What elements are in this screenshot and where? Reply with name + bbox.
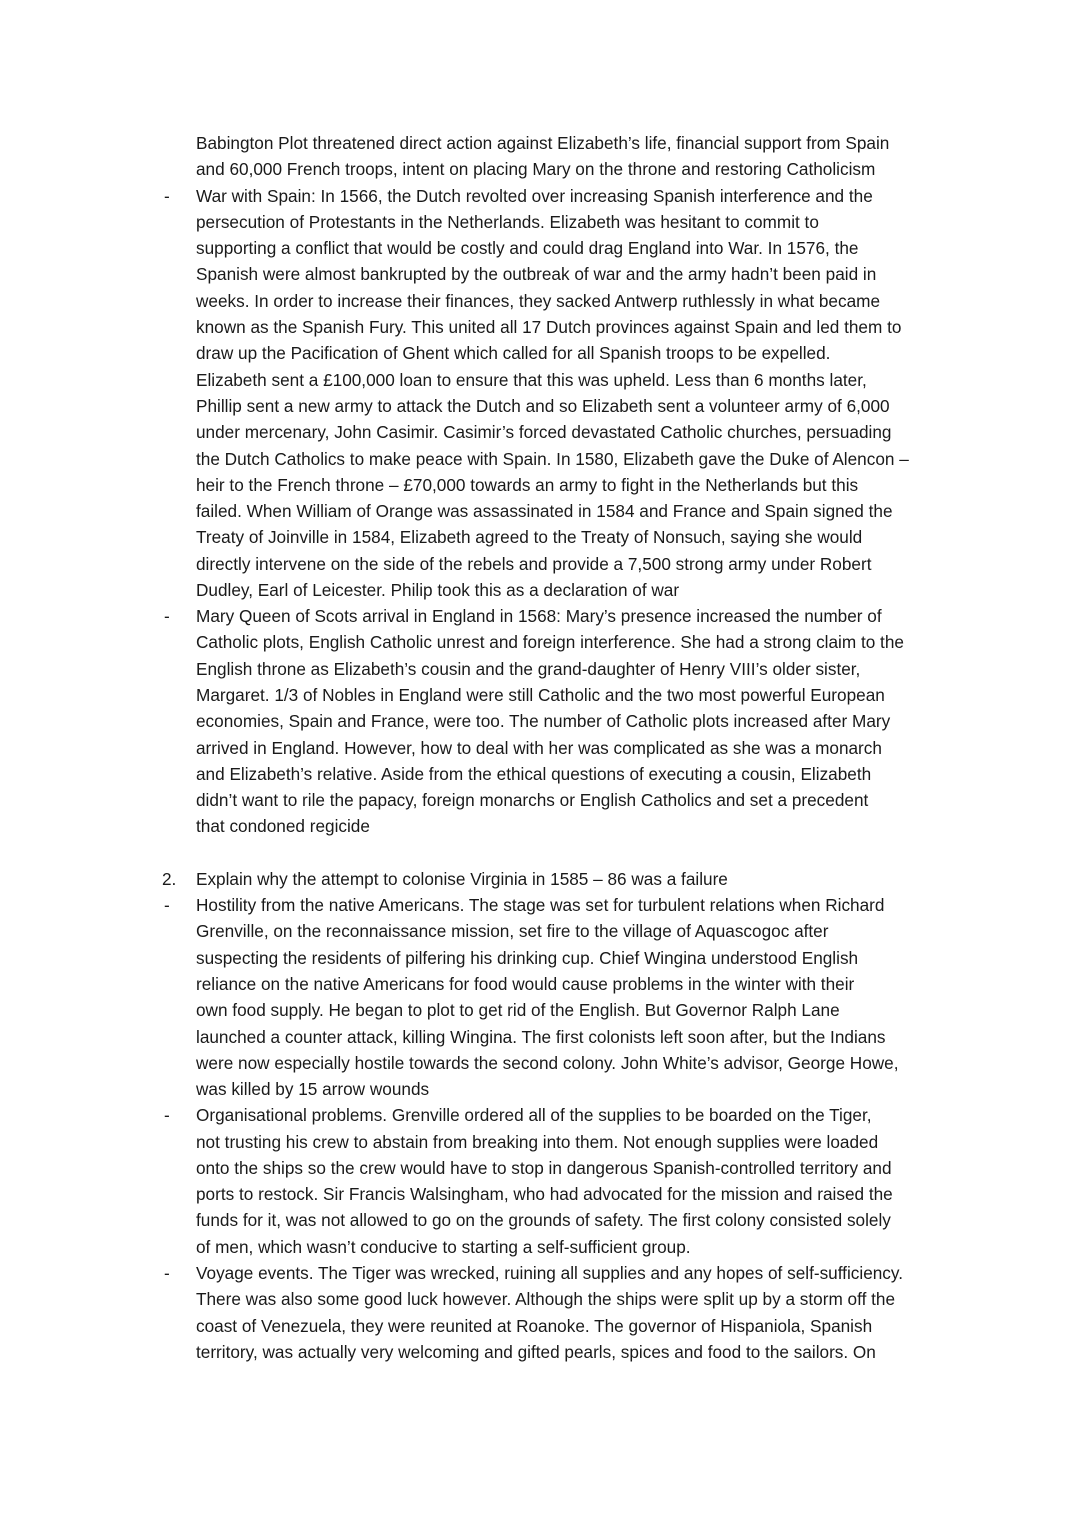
text-line: persecution of Protestants in the Netherlands. Elizabeth was hesitant to commit to [196,212,819,232]
text-line: ports to restock. Sir Francis Walsingham, who had advocated for the mission and raised the [196,1184,893,1204]
text-line: draw up the Pacification of Ghent which called for all Spanish troops to be expelled. [196,343,831,363]
text-line: of men, which wasn’t conducive to starting a self-sufficient group. [196,1237,691,1257]
text-line: There was also some good luck however. Although the ships were split up by a storm off the [196,1289,896,1309]
text-line: supporting a conflict that would be costly and could drag England into War. In 1576, the [196,238,859,258]
text-line: weeks. In order to increase their finances, they sacked Antwerp ruthlessly in what became [196,291,881,311]
bullet-dash: - [164,1263,170,1283]
text-line: arrived in England. However, how to deal with her was complicated as she was a monarch [196,738,882,758]
bullet-dash: - [164,895,170,915]
text-line: not trusting his crew to abstain from breaking into them. Not enough supplies were loaded [196,1132,879,1152]
text-line: coast of Venezuela, they were reunited at Roanoke. The governor of Hispaniola, Spanish [196,1316,873,1336]
text-line: economies, Spain and France, were too. The number of Catholic plots increased after Mary [196,711,891,731]
text-line: Treaty of Joinville in 1584, Elizabeth agreed to the Treaty of Nonsuch, saying she would [196,527,863,547]
text-line: and 60,000 French troops, intent on placing Mary on the throne and restoring Catholicism [196,159,876,179]
text-line: were now especially hostile towards the second colony. John White’s advisor, George Howe, [196,1053,899,1073]
text-line: Catholic plots, English Catholic unrest and foreign interference. She had a strong claim to the [196,632,904,652]
text-line: failed. When William of Orange was assassinated in 1584 and France and Spain signed the [196,501,893,521]
text-line: Hostility from the native Americans. The stage was set for turbulent relations when Richard [196,895,885,915]
text-line: and Elizabeth’s relative. Aside from the ethical questions of executing a cousin, Elizabeth [196,764,872,784]
text-line: Phillip sent a new army to attack the Dutch and so Elizabeth sent a volunteer army of 6,000 [196,396,890,416]
question-number: 2. [162,869,177,889]
text-line: Voyage events. The Tiger was wrecked, ruining all supplies and any hopes of self-sufficiency. [196,1263,903,1283]
text-line: Spanish were almost bankrupted by the outbreak of war and the army hadn’t been paid in [196,264,877,284]
text-line: own food supply. He began to plot to get rid of the English. But Governor Ralph Lane [196,1000,840,1020]
text-line: heir to the French throne – £70,000 towards an army to fight in the Netherlands but this [196,475,859,495]
text-line: War with Spain: In 1566, the Dutch revolted over increasing Spanish interference and the [196,186,873,206]
text-line: Dudley, Earl of Leicester. Philip took this as a declaration of war [196,580,680,600]
bullet-dash: - [164,186,170,206]
text-line: Mary Queen of Scots arrival in England in 1568: Mary’s presence increased the number of [196,606,882,626]
text-line: English throne as Elizabeth’s cousin and the grand-daughter of Henry VIII’s older sister, [196,659,861,679]
text-line: was killed by 15 arrow wounds [196,1079,430,1099]
text-line: launched a counter attack, killing Wingina. The first colonists left soon after, but the Indians [196,1027,886,1047]
text-line: that condoned regicide [196,816,370,836]
text-line: Babington Plot threatened direct action against Elizabeth’s life, financial support from Spain [196,133,890,153]
text-line: Explain why the attempt to colonise Virginia in 1585 – 86 was a failure [196,869,728,889]
text-line: under mercenary, John Casimir. Casimir’s forced devastated Catholic churches, persuading [196,422,892,442]
bullet-dash: - [164,1105,170,1125]
text-line: Organisational problems. Grenville ordered all of the supplies to be boarded on the Tiger, [196,1105,872,1125]
text-line: didn’t want to rile the papacy, foreign monarchs or English Catholics and set a precedent [196,790,869,810]
text-line: the Dutch Catholics to make peace with Spain. In 1580, Elizabeth gave the Duke of Alencon – [196,449,909,469]
text-line: funds for it, was not allowed to go on the grounds of safety. The first colony consisted solely [196,1210,891,1230]
text-line: known as the Spanish Fury. This united all 17 Dutch provinces against Spain and led them to [196,317,902,337]
text-line: directly intervene on the side of the rebels and provide a 7,500 strong army under Robert [196,554,872,574]
text-line: Elizabeth sent a £100,000 loan to ensure that this was upheld. Less than 6 months later, [196,370,867,390]
text-line: Margaret. 1/3 of Nobles in England were still Catholic and the two most powerful European [196,685,885,705]
text-line: onto the ships so the crew would have to stop in dangerous Spanish-controlled territory and [196,1158,892,1178]
text-line: territory, was actually very welcoming and gifted pearls, spices and food to the sailors. On [196,1342,876,1362]
text-line: reliance on the native Americans for food would cause problems in the winter with their [196,974,855,994]
bullet-dash: - [164,606,170,626]
text-line: Grenville, on the reconnaissance mission, set fire to the village of Aquascogoc after [196,921,829,941]
text-line: suspecting the residents of pilfering his drinking cup. Chief Wingina understood English [196,948,859,968]
